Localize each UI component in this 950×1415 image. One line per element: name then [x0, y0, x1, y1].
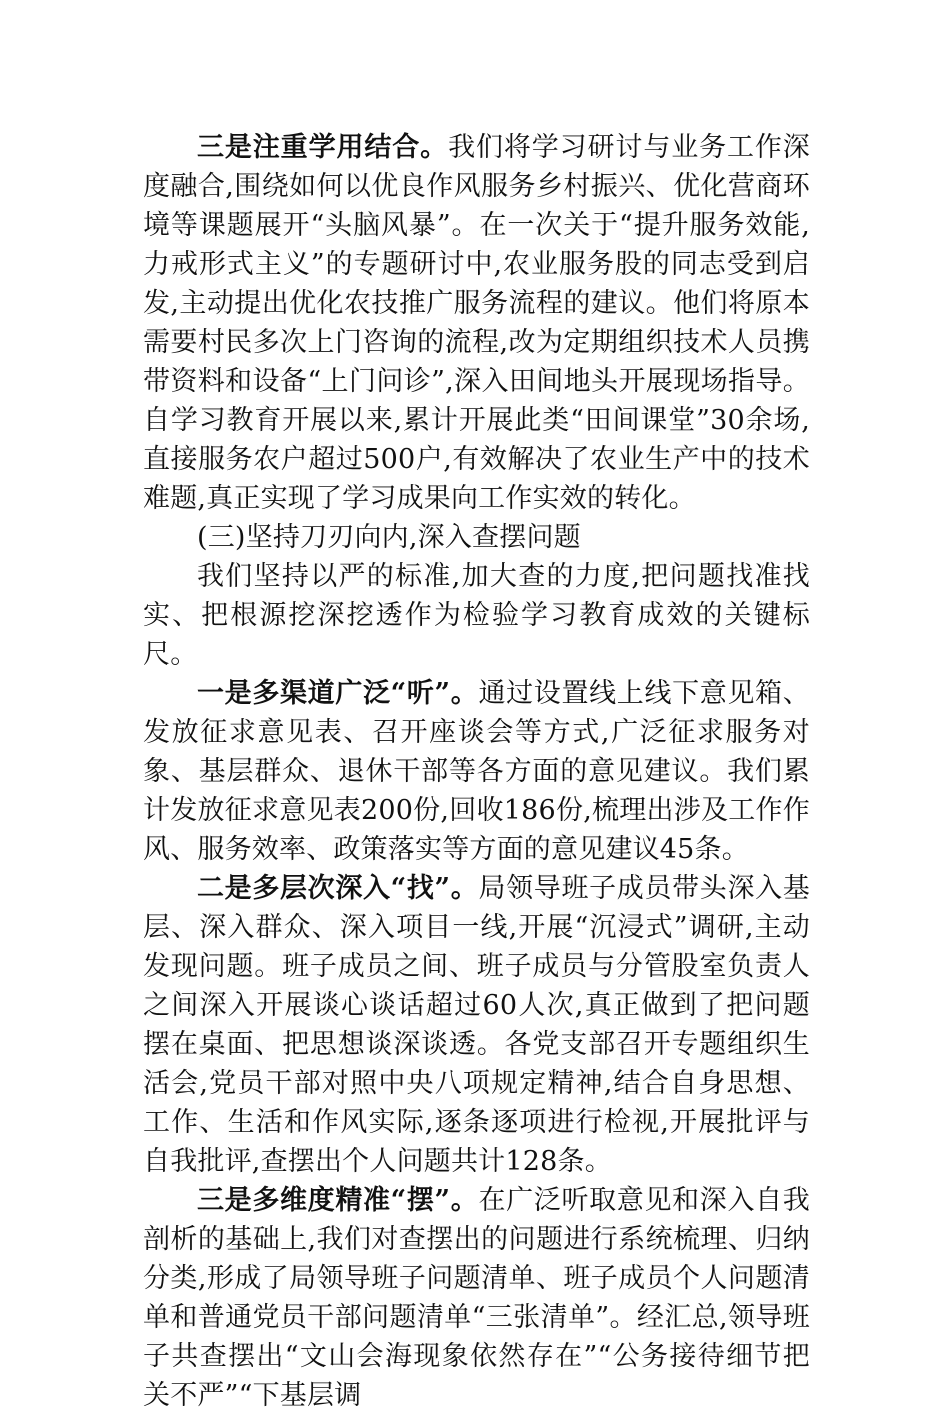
section-heading-text: (三)坚持刀刃向内,深入查摆问题: [197, 522, 581, 553]
paragraph-intro: [143, 557, 810, 674]
paragraph-lead: 二是多层次深入“找”。: [197, 873, 479, 904]
paragraph-body: 我们将学习研讨与业务工作深度融合,围绕如何以优良作风服务乡村振兴、优化营商环境等课题展开“头脑风暴”。在一次关于“提升服务效能,力戒形式主义”的专题研讨中,农业服务股的同志受到启发,主动提出优化农技推广服务流程的建议。他们将原本需要村民多次上门咨询的流程,改为定期组织技术人员携带资料和设备“上门问诊”,深入田间地头开展现场指导。自学习教育开展以来,累计开展此类“田间课堂”30余场,直接服务农户超过500户,有效解决了农业生产中的技术难题,真正实现了学习成果向工作实效的转化。: [143, 132, 810, 514]
paragraph-body: 局领导班子成员带头深入基层、深入群众、深入项目一线,开展“沉浸式”调研,主动发现问题。班子成员之间、班子成员与分管股室负责人之间深入开展谈心谈话超过60人次,真正做到了把问题摆在桌面、把思想谈深谈透。各党支部召开专题组织生活会,党员干部对照中央八项规定精神,结合自身思想、工作、生活和作风实际,逐条逐项进行检视,开展批评与自我批评,查摆出个人问题共计128条。: [143, 873, 811, 1177]
paragraph-study-application: [143, 128, 810, 518]
paragraph-lead: 三是注重学用结合。: [197, 132, 449, 163]
paragraph-body: 我们坚持以严的标准,加大查的力度,把问题找准找实、把根源挖深挖透作为检验学习教育成效的关键标尺。: [143, 561, 810, 670]
paragraph-lead: 三是多维度精准“摆”。: [197, 1185, 479, 1216]
paragraph-body: 在广泛听取意见和深入自我剖析的基础上,我们对查摆出的问题进行系统梳理、归纳分类,形成了局领导班子问题清单、班子成员个人问题清单和普通党员干部问题清单“三张清单”。经汇总,领导班子共查摆出“文山会海现象依然存在”“公务接待细节把关不严”“下基层调: [143, 1185, 811, 1411]
section-heading: [143, 518, 810, 557]
paragraph-lead: 一是多渠道广泛“听”。: [197, 678, 479, 709]
paragraph-find: [143, 869, 810, 1181]
paragraph-body: 通过设置线上线下意见箱、发放征求意见表、召开座谈会等方式,广泛征求服务对象、基层群众、退休干部等各方面的意见建议。我们累计发放征求意见表200份,回收186份,梳理出涉及工作作风、服务效率、政策落实等方面的意见建议45条。: [143, 678, 811, 865]
paragraph-listen: [143, 674, 810, 869]
document-page: [143, 128, 810, 1415]
paragraph-list: [143, 1181, 810, 1415]
